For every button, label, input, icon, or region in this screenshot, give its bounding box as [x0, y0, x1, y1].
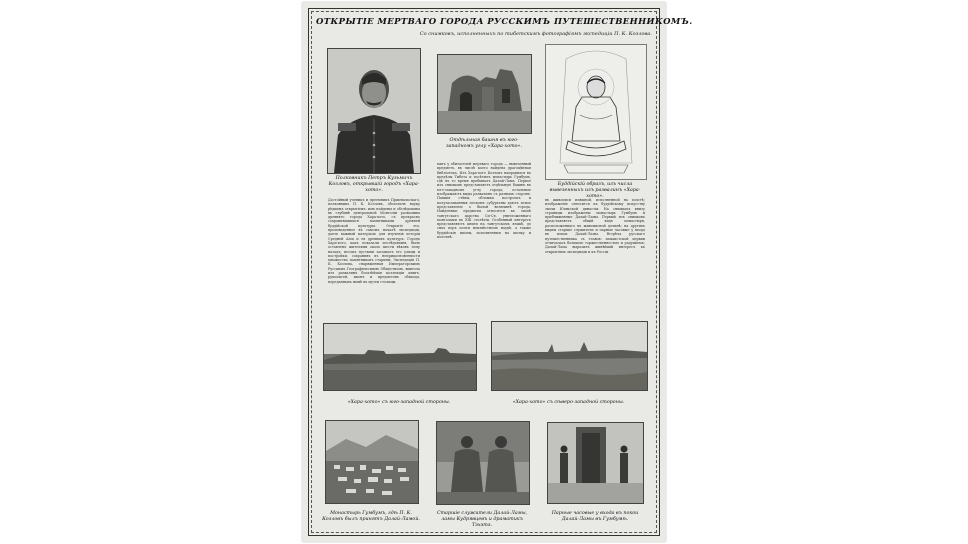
tower-photo	[437, 54, 532, 134]
sw-view-caption: «Хара-хото» съ юго-западной стороны.	[347, 400, 451, 405]
portrait-photo	[327, 48, 421, 174]
sw-view-photo	[323, 323, 477, 391]
portrait-caption: Полковникъ Петръ Кузьмичъ Козловъ, открывшій городъ «Хара-хото».	[328, 176, 420, 193]
buddha-caption: Буддійскій образъ, изъ числа вывезенныхъ изъ развалинъ «Хара-хото».	[549, 182, 641, 199]
servants-photo	[436, 421, 530, 505]
buddha-image	[545, 44, 647, 180]
buddha-drawing	[546, 45, 646, 179]
tower-caption: Отдѣльная башня въ юго-западномъ углу «Хара-хото».	[445, 138, 523, 149]
guards-caption: Парные часовые у входа въ покои Далай-Ламы въ Гумбумѣ.	[551, 511, 639, 522]
article-column-3: въ живописи изящной, исполненной на холстѣ; изображеніе относится къ буддійскому искусству эпохи Юаньской династіи. На снимкахъ внизу страницы изображены монастырь Гумбумъ и приближенные Далай-Ламы. Первый изъ снимковъ представляетъ общій видъ монастыря, расположеннаго въ живописной долинѣ; на другихъ видны старшіе служители и парные часовые у входа въ покои Далай-Ламы. Встрѣча русскаго путешественника съ главою ламаистской церкви отличалась большою торжественностью и радушіемъ; Далай-Лама выразилъ живѣйшій интересъ къ открытіямъ экспедиціи и къ Россіи.	[545, 198, 645, 254]
portrait-image	[328, 49, 420, 173]
servants-image	[437, 422, 529, 504]
article-column-2: мигъ у обитателей мертваго города — вывезенный предметъ, въ числѣ коего найдена драгоцѣнная библіотека. Изъ Хара-хото Козловъ направился въ предѣлы Тибета и посѣтилъ монастырь Гумбумъ, гдѣ въ то время пребывалъ Далай-Лама. Первое изъ снимковъ представляетъ отдѣльную башню въ юго-западномъ углу города; остальные изображаютъ виды развалинъ съ разныхъ сторонъ. Павшія стѣны, обломки построекъ и полузасыпанныя пескомъ субурганы даютъ ясное представленіе о былой величинѣ города. Найденные предметы относятся къ эпохѣ тангутскаго царства Си-Ся, уничтоженнаго монголами въ XIII столѣтіи. Особенный интересъ представляютъ книги на тангутскомъ языкѣ, до сихъ поръ почти неизвѣстномъ наукѣ, а также буддійскія иконы, исполненныя на шелку и полотнѣ.	[437, 162, 531, 240]
page-subtitle: Со снимковъ, исполненныхъ по тибетскимъ фотографіямъ экспедиціи П. К. Козлова.	[419, 31, 652, 37]
nw-view-caption: «Хара-хото» съ сѣверо-западной стороны.	[512, 400, 625, 405]
monastery-caption: Монастырь Гумбумъ, гдѣ П. К. Козловъ былъ принятъ Далай-Ламой.	[322, 511, 420, 522]
nw-view-photo	[491, 321, 648, 391]
page-title: ОТКРЫТІЕ МЕРТВАГО ГОРОДА РУССКИМЪ ПУТЕШЕСТВЕННИКОМЪ.	[316, 17, 693, 27]
guards-photo	[547, 422, 644, 504]
article-column-1: Достойный ученикъ и преемникъ Пржевальскаго, полковникъ П. К. Козловъ, обогатилъ науку рѣдкимъ открытіемъ: имъ найдены и обслѣдованы въ глубинѣ центральной Монголіи развалины древняго города Хара-хото, съ прекрасно сохранившимися памятниками древней буддійской культуры. Открытіе это, произведенное въ самомъ началѣ экспедиціи, даетъ важный матеріалъ для изученія исторіи Средней Азіи и ея древнихъ культуръ. Городъ Хара-хото, какъ показали изслѣдованія, былъ оставленъ жителями около шести вѣковъ тому назадъ; песокъ пустыни засыпалъ его улицы и постройки, сохранивъ въ неприкосновенности множество памятниковъ старины. Экспедиція П. К. Козлова, снаряженная Императорскимъ Русскимъ Географическимъ Обществомъ, вывезла изъ развалинъ богатѣйшія коллекціи книгъ, рукописей, иконъ и предметовъ обихода, переданныхъ нынѣ въ музеи столицы.	[328, 198, 420, 284]
tower-image	[438, 55, 531, 133]
servants-caption: Старшіе служители Далай-Ламы, ламы Кудрявцевъ и драматикъ Тэхэтэ.	[436, 511, 528, 528]
monastery-photo	[325, 420, 419, 504]
guards-image	[548, 423, 643, 503]
sw-view-image	[324, 324, 476, 390]
monastery-image	[326, 421, 418, 503]
nw-view-image	[492, 322, 647, 390]
magazine-page	[302, 2, 693, 542]
